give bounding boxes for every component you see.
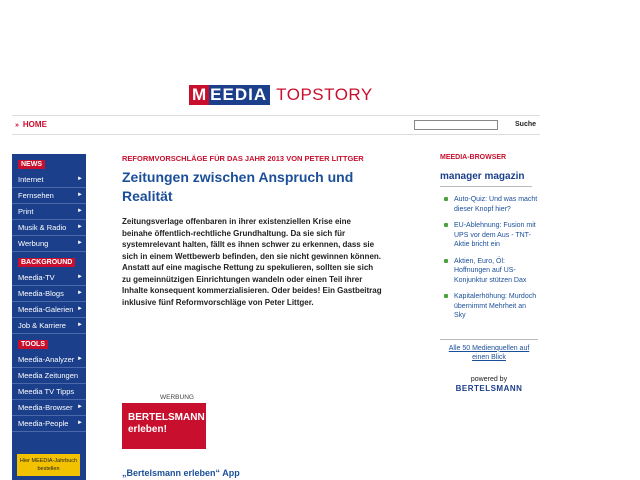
arrow-right-icon: ► — [77, 290, 83, 296]
sidebar-item-label: Meedia-TV — [18, 273, 55, 282]
logo-rest: EEDIA — [209, 85, 270, 105]
sidebar-item-label: Meedia-Browser — [18, 403, 73, 412]
browser-title: MEEDIA-BROWSER — [440, 154, 507, 161]
sidebar-item-label: Meedia-People — [18, 419, 69, 428]
arrow-right-icon: ► — [77, 208, 83, 214]
sidebar-section-background — [12, 252, 86, 334]
bertelsmann-ad-banner[interactable] — [122, 403, 206, 449]
bullet-icon — [444, 294, 448, 298]
sidebar-item-werbung[interactable] — [12, 236, 86, 252]
home-link[interactable] — [15, 120, 47, 129]
sidebar-item-internet[interactable] — [12, 172, 86, 188]
bullet-icon — [444, 259, 448, 263]
sidebar-item-meedia-galerien[interactable] — [12, 302, 86, 318]
all-sources-link[interactable]: Alle 50 Medienquellen auf einen Blick — [440, 339, 538, 362]
sidebar-item-print[interactable] — [12, 204, 86, 220]
sidebar-item-musik-radio[interactable] — [12, 220, 86, 236]
arrow-right-icon: ► — [77, 274, 83, 280]
search-button[interactable]: Suche — [515, 121, 537, 128]
source-logo[interactable]: manager magazin — [440, 169, 532, 187]
sidebar-item-meedia-analyzer[interactable] — [12, 352, 86, 368]
sidebar-item-job-karriere[interactable] — [12, 318, 86, 334]
arrow-right-icon: ► — [77, 224, 83, 230]
meedia-browser-panel — [440, 154, 538, 393]
sidebar-item-label: Print — [18, 207, 34, 216]
arrow-right-icon: ► — [77, 306, 83, 312]
meedia-logo[interactable] — [189, 85, 373, 105]
sidebar-item-label: Meedia-Blogs — [18, 289, 64, 298]
powered-by-text: powered by — [470, 375, 508, 383]
bertelsmann-logo[interactable]: BERTELSMANN — [455, 383, 523, 393]
sidebar-item-meedia-tv[interactable] — [12, 270, 86, 286]
sidebar-item-meedia-people[interactable] — [12, 416, 86, 432]
list-item[interactable] — [440, 292, 538, 321]
list-item-text: Kapitalerhöhung: Murdoch übernimmt Mehrheit an Sky — [454, 293, 537, 319]
list-item[interactable] — [440, 195, 538, 214]
main-article — [122, 154, 382, 308]
bullet-icon — [444, 197, 448, 201]
bullet-icon — [444, 223, 448, 227]
list-item[interactable] — [440, 221, 538, 250]
sidebar-item-meedia-zeitungen[interactable] — [12, 368, 86, 384]
sidebar-item-label: Meedia Zeitungen — [18, 371, 79, 380]
ad-line-2: erleben! — [128, 424, 167, 435]
sidebar-item-meedia-tv-tipps[interactable] — [12, 384, 86, 400]
sidebar-item-label: Werbung — [18, 239, 49, 248]
arrow-right-icon: ► — [77, 322, 83, 328]
sidebar-item-label: Fernsehen — [18, 191, 54, 200]
jahrbuch-promo-button[interactable]: Hier MEEDIA-Jahrbuch bestellen — [17, 454, 80, 476]
home-label: HOME — [22, 120, 47, 129]
sidebar-section-title: NEWS — [18, 160, 45, 169]
sidebar-section-tools — [12, 334, 86, 432]
ad-label: WERBUNG — [160, 394, 194, 401]
sidebar-item-label: Meedia-Analyzer — [18, 355, 75, 364]
logo-m: M — [189, 85, 209, 105]
sidebar-section-news — [12, 154, 86, 252]
browser-list — [440, 195, 538, 321]
bertelsmann-app-link[interactable]: „Bertelsmann erleben“ App — [122, 468, 240, 478]
sidebar-item-label: Musik & Radio — [18, 223, 67, 232]
sidebar-item-label: Job & Karriere — [18, 321, 66, 330]
arrow-right-icon: ► — [77, 356, 83, 362]
sidebar-item-label: Meedia TV Tipps — [18, 387, 75, 396]
arrow-right-icon: ► — [77, 420, 83, 426]
sidebar — [12, 154, 86, 480]
arrow-right-icon: ► — [77, 192, 83, 198]
sidebar-item-label: Internet — [18, 175, 44, 184]
search-input[interactable] — [414, 120, 498, 130]
arrow-right-icon: ► — [77, 404, 83, 410]
article-headline[interactable]: Zeitungen zwischen Anspruch und Realität — [122, 169, 354, 204]
logo-tag: TOPSTORY — [276, 85, 373, 104]
arrow-right-icon: ► — [77, 240, 83, 246]
double-chevron-icon: » — [15, 122, 19, 129]
list-item-text: Auto-Quiz: Und was macht dieser Knopf hier? — [454, 196, 538, 213]
article-teaser: Zeitungsverlage offenbaren in ihrer existenziellen Krise eine beinahe öffentlich-rechtliche Grundhaltung. Da sie sich für systemrelevant halten, fällt es ihnen schwer zu erkennen, dass sie sich in einem Wettbewerb befinden, den sie nicht gewinnen können. Anstatt auf eine magische Rettung zu spekulieren, sollten sie sich zu gemeinnützigen Einrichtungen wandeln oder einen Teil ihrer Inhalte konsequent kommerzialisieren. Oder beides! Ein Gastbeitrag inklusive fünf Reformvorschläge von Peter Littger. — [122, 217, 382, 307]
list-item-text: EU-Ablehnung: Fusion mit UPS vor dem Aus - TNT-Aktie bricht ein — [454, 222, 536, 248]
top-navigation — [12, 115, 540, 135]
list-item[interactable] — [440, 257, 538, 286]
sidebar-item-label: Meedia-Galerien — [18, 305, 74, 314]
sidebar-item-meedia-blogs[interactable] — [12, 286, 86, 302]
article-kicker: REFORMVORSCHLÄGE FÜR DAS JAHR 2013 VON PETER LITTGER — [122, 154, 364, 163]
arrow-right-icon: ► — [77, 176, 83, 182]
sidebar-section-title: TOOLS — [18, 340, 48, 349]
list-item-text: Aktien, Euro, Öl: Hoffnungen auf US-Konjunktur stützen Dax — [454, 257, 527, 284]
sidebar-item-meedia-browser[interactable] — [12, 400, 86, 416]
ad-line-1: BERTELSMANN — [128, 412, 205, 423]
sidebar-section-title: BACKGROUND — [18, 258, 75, 267]
sidebar-item-fernsehen[interactable] — [12, 188, 86, 204]
